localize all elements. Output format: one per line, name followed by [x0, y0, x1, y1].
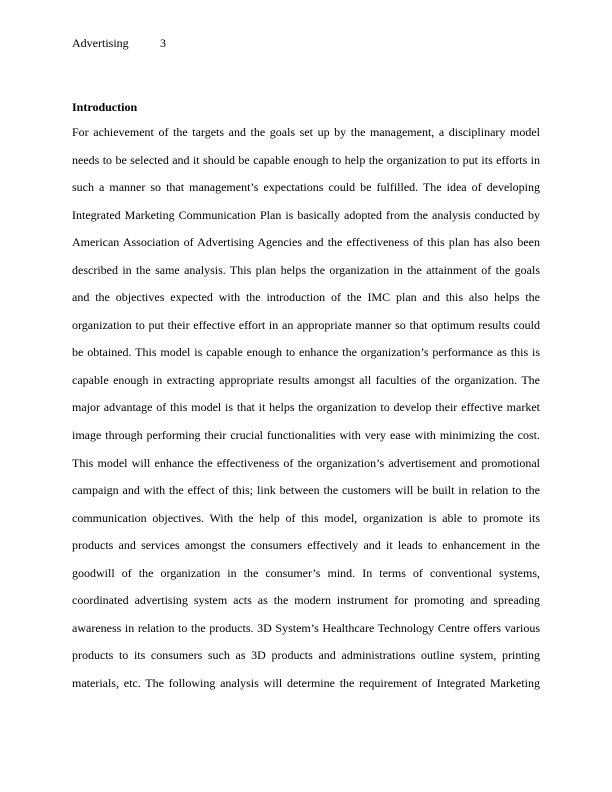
paragraph-line: materials, etc. The following analysis will determine the requirement of Integrated Marketing	[72, 675, 540, 690]
paragraph-line: and the objectives expected with the introduction of the IMC plan and this also helps the	[72, 290, 540, 305]
paragraph-line: products to its consumers such as 3D products and administrations outline system, printing	[72, 648, 540, 663]
paragraph-line: needs to be selected and it should be capable enough to help the organization to put its efforts in	[72, 152, 540, 167]
paragraph-line: such a manner so that management’s expectations could be fulfilled. The idea of developing	[72, 180, 540, 195]
paragraph-line: organization to put their effective effort in an appropriate manner so that optimum results could	[72, 317, 540, 332]
paragraph-line: Integrated Marketing Communication Plan is basically adopted from the analysis conducted by	[72, 207, 540, 222]
paragraph-line: capable enough in extracting appropriate results amongst all faculties of the organization. The	[72, 372, 540, 387]
running-head	[72, 36, 166, 50]
paragraph-line: campaign and with the effect of this; link between the customers will be built in relation to the	[72, 483, 540, 498]
paragraph-line: awareness in relation to the products. 3D System’s Healthcare Technology Centre offers various	[72, 620, 540, 635]
paragraph-line: products and services amongst the consumers effectively and it leads to enhancement in the	[72, 538, 540, 553]
paragraph-line: described in the same analysis. This plan helps the organization in the attainment of the goals	[72, 262, 540, 277]
paragraph-line: major advantage of this model is that it helps the organization to develop their effective market	[72, 400, 540, 415]
paragraph-line: goodwill of the organization in the consumer’s mind. In terms of conventional systems,	[72, 565, 540, 580]
page-number: 3	[160, 36, 166, 50]
paragraph-line: This model will enhance the effectiveness of the organization’s advertisement and promotional	[72, 455, 540, 470]
paragraph-line: be obtained. This model is capable enough to enhance the organization’s performance as this is	[72, 345, 540, 360]
paragraph-line: coordinated advertising system acts as the modern instrument for promoting and spreading	[72, 593, 540, 608]
paragraph-line: image through performing their crucial functionalities with very ease with minimizing the cost.	[72, 428, 540, 443]
body-paragraph	[72, 125, 540, 703]
paragraph-line: For achievement of the targets and the goals set up by the management, a disciplinary model	[72, 125, 540, 139]
running-title: Advertising	[72, 36, 129, 50]
section-heading: Introduction	[72, 100, 138, 114]
paragraph-line: communication objectives. With the help of this model, organization is able to promote its	[72, 510, 540, 525]
paragraph-line: American Association of Advertising Agencies and the effectiveness of this plan has also been	[72, 235, 540, 250]
